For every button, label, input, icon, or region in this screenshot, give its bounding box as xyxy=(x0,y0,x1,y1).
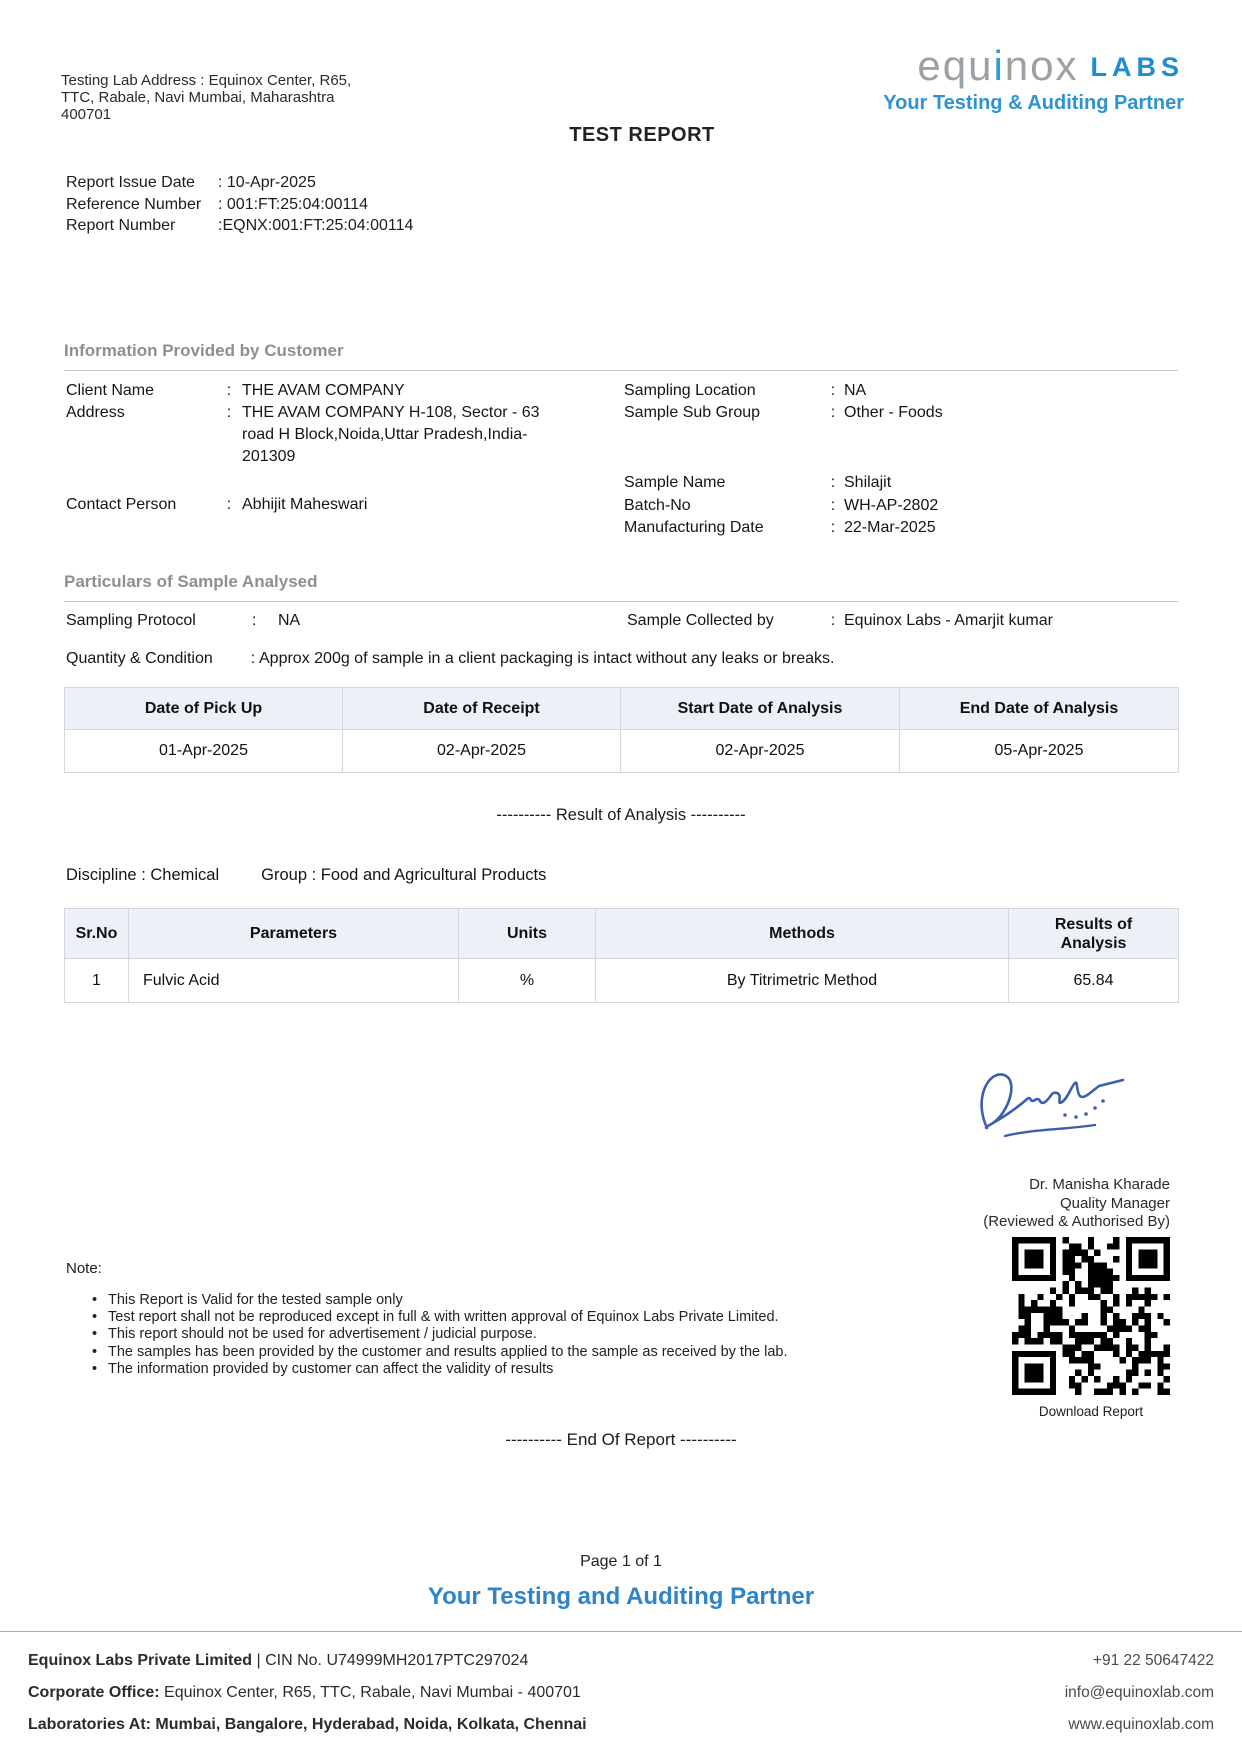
sample-name-label: Sample Name xyxy=(624,474,726,491)
footer-email: info@equinoxlab.com xyxy=(1064,1684,1214,1701)
column-header-units: Units xyxy=(459,909,596,959)
report-meta xyxy=(66,172,413,237)
batch-no-label: Batch-No xyxy=(624,497,691,514)
client-name-label: Client Name xyxy=(66,382,155,399)
result-unit: % xyxy=(459,959,596,1003)
table-row xyxy=(65,730,1179,773)
address-label: Address xyxy=(66,404,125,421)
footer-phone: +91 22 50647422 xyxy=(1092,1652,1214,1669)
qr-code xyxy=(1012,1237,1170,1395)
signoff-note: (Reviewed & Authorised By) xyxy=(983,1213,1170,1230)
result-of-analysis-divider: ---------- Result of Analysis ---------- xyxy=(496,806,746,824)
contact-person-value: Abhijit Maheswari xyxy=(242,496,368,513)
address-value: THE AVAM COMPANY H-108, Sector - 63 road H Block,Noida,Uttar Pradesh,India-201309 xyxy=(242,404,540,465)
footer-laboratories: Laboratories At: Mumbai, Bangalore, Hyderabad, Noida, Kolkata, Chennai xyxy=(28,1716,587,1733)
column-header-sr-no: Sr.No xyxy=(65,909,129,959)
reference-number-label: Reference Number xyxy=(66,195,202,213)
signature-image xyxy=(965,1062,1145,1159)
table-header-row xyxy=(65,688,1179,730)
sampling-protocol-row: Sampling Protocol : NA xyxy=(66,610,300,632)
table-header-row xyxy=(65,909,1179,959)
quantity-condition-value: Approx 200g of sample in a client packaging is intact without any leaks or breaks. xyxy=(259,650,835,667)
section-heading-sample-particulars: Particulars of Sample Analysed xyxy=(64,572,1178,602)
batch-no-row: Batch-No : WH-AP-2802 xyxy=(624,495,938,517)
client-name-value: THE AVAM COMPANY xyxy=(242,382,405,399)
sample-sub-group-label: Sample Sub Group xyxy=(624,404,761,421)
list-item: • Test report shall not be reproduced except in full & with written approval of Equinox Labs Private Limited. xyxy=(92,1309,779,1326)
table-row xyxy=(65,959,1179,1003)
discipline-group-row xyxy=(66,866,546,885)
logo-wordmark: equinox xyxy=(917,42,1079,89)
footer-divider xyxy=(0,1631,1242,1632)
end-date-value: 05-Apr-2025 xyxy=(900,730,1179,773)
note-list xyxy=(92,1292,812,1378)
note-label: Note: xyxy=(66,1260,102,1277)
start-date-value: 02-Apr-2025 xyxy=(621,730,900,773)
result-method: By Titrimetric Method xyxy=(596,959,1009,1003)
sampling-protocol-value: NA xyxy=(278,612,301,629)
page-title: TEST REPORT xyxy=(569,124,715,146)
result-parameter: Fulvic Acid xyxy=(129,959,459,1003)
discipline-text: Discipline : Chemical xyxy=(66,866,220,884)
contact-person-row: Contact Person : Abhijit Maheswari xyxy=(66,494,554,516)
date-of-receipt-value: 02-Apr-2025 xyxy=(343,730,621,773)
manufacturing-date-value: 22-Mar-2025 xyxy=(844,519,936,536)
footer-company-name: Equinox Labs Private Limited xyxy=(28,1652,253,1669)
report-number-label: Report Number xyxy=(66,217,176,234)
quantity-condition-label: Quantity & Condition xyxy=(66,650,213,667)
lab-address-line: 400701 xyxy=(61,106,112,123)
report-issue-date-row xyxy=(66,172,413,194)
footer-website: www.equinoxlab.com xyxy=(1068,1716,1214,1733)
signoff-block xyxy=(983,1176,1170,1232)
sample-collected-by-row: Sample Collected by : Equinox Labs - Amarjit kumar xyxy=(627,610,1053,632)
footer-company-row xyxy=(28,1652,1214,1670)
contact-person-label: Contact Person xyxy=(66,496,177,513)
footer-office-address: Equinox Center, R65, TTC, Rabale, Navi Mumbai - 400701 xyxy=(159,1684,581,1701)
report-number-row xyxy=(66,215,413,237)
sample-collected-by-value: Equinox Labs - Amarjit kumar xyxy=(844,612,1053,629)
equinox-labs-logo xyxy=(883,44,1184,115)
report-issue-date-value: : 10-Apr-2025 xyxy=(218,174,316,191)
result-sr-no: 1 xyxy=(65,959,129,1003)
qr-caption: Download Report xyxy=(1038,1404,1144,1419)
list-item: • The information provided by customer can affect the validity of results xyxy=(92,1360,554,1377)
list-item: • The samples has been provided by the customer and results applied to the sample as received by the lab. xyxy=(92,1343,788,1360)
client-name-row: Client Name : THE AVAM COMPANY xyxy=(66,380,554,402)
signoff-name: Dr. Manisha Kharade xyxy=(1029,1176,1170,1193)
column-header-methods: Methods xyxy=(596,909,1009,959)
sample-name-row: Sample Name : Shilajit xyxy=(624,472,891,494)
lab-address-line: Testing Lab Address : Equinox Center, R65, xyxy=(61,72,352,89)
reference-number-value: : 001:FT:25:04:00114 xyxy=(218,195,369,213)
column-header-date-of-pick-up: Date of Pick Up xyxy=(65,688,343,730)
logo-tagline: Your Testing & Auditing Partner xyxy=(883,92,1184,114)
sampling-protocol-label: Sampling Protocol xyxy=(66,612,196,629)
list-item: • This Report is Valid for the tested sample only xyxy=(92,1292,403,1308)
sampling-location-value: NA xyxy=(844,382,867,399)
result-value: 65.84 xyxy=(1009,959,1179,1003)
results-table xyxy=(64,908,1179,1003)
manufacturing-date-label: Manufacturing Date xyxy=(624,519,764,536)
sample-sub-group-row: Sample Sub Group : Other - Foods xyxy=(624,402,943,424)
manufacturing-date-row: Manufacturing Date : 22-Mar-2025 xyxy=(624,517,936,539)
quantity-condition-row: Quantity & Condition : Approx 200g of sample in a client packaging is intact without any leaks or breaks. xyxy=(66,648,834,670)
date-of-pick-up-value: 01-Apr-2025 xyxy=(65,730,343,773)
footer-office-label: Corporate Office: xyxy=(28,1684,160,1701)
footer-office-row xyxy=(28,1684,1214,1702)
page-number: Page 1 of 1 xyxy=(580,1553,662,1570)
column-header-end-date: End Date of Analysis xyxy=(900,688,1179,730)
batch-no-value: WH-AP-2802 xyxy=(844,497,939,514)
report-number-value: :EQNX:001:FT:25:04:00114 xyxy=(218,217,414,234)
report-issue-date-label: Report Issue Date xyxy=(66,174,195,191)
logo-labs-text: LABS xyxy=(1090,52,1184,82)
brand-tagline: Your Testing and Auditing Partner xyxy=(427,1583,815,1610)
signoff-role: Quality Manager xyxy=(1059,1194,1170,1212)
group-text: Group : Food and Agricultural Products xyxy=(261,866,547,884)
column-header-parameters: Parameters xyxy=(129,909,459,959)
footer-laboratories-row xyxy=(28,1716,1214,1734)
lab-address xyxy=(61,72,391,123)
sampling-location-row: Sampling Location : NA xyxy=(624,380,866,402)
sampling-location-label: Sampling Location xyxy=(624,382,756,399)
address-row: Address : THE AVAM COMPANY H-108, Sector - 63 road H Block,Noida,Uttar Pradesh,India-201309 xyxy=(66,402,554,468)
section-heading-customer-info: Information Provided by Customer xyxy=(64,341,1178,371)
reference-number-row xyxy=(66,194,413,216)
footer-cin: | CIN No. U74999MH2017PTC297024 xyxy=(252,1652,529,1669)
sample-collected-by-label: Sample Collected by xyxy=(627,612,774,629)
lab-address-line: TTC, Rabale, Navi Mumbai, Maharashtra xyxy=(61,89,335,106)
list-item: • This report should not be used for advertisement / judicial purpose. xyxy=(92,1326,537,1343)
sample-sub-group-value: Other - Foods xyxy=(844,404,943,421)
column-header-results: Results of Analysis xyxy=(1009,909,1179,959)
analysis-dates-table xyxy=(64,687,1179,773)
column-header-date-of-receipt: Date of Receipt xyxy=(343,688,621,730)
sample-name-value: Shilajit xyxy=(844,474,892,491)
end-of-report-divider: ---------- End Of Report ---------- xyxy=(505,1430,737,1449)
column-header-start-date: Start Date of Analysis xyxy=(621,688,900,730)
